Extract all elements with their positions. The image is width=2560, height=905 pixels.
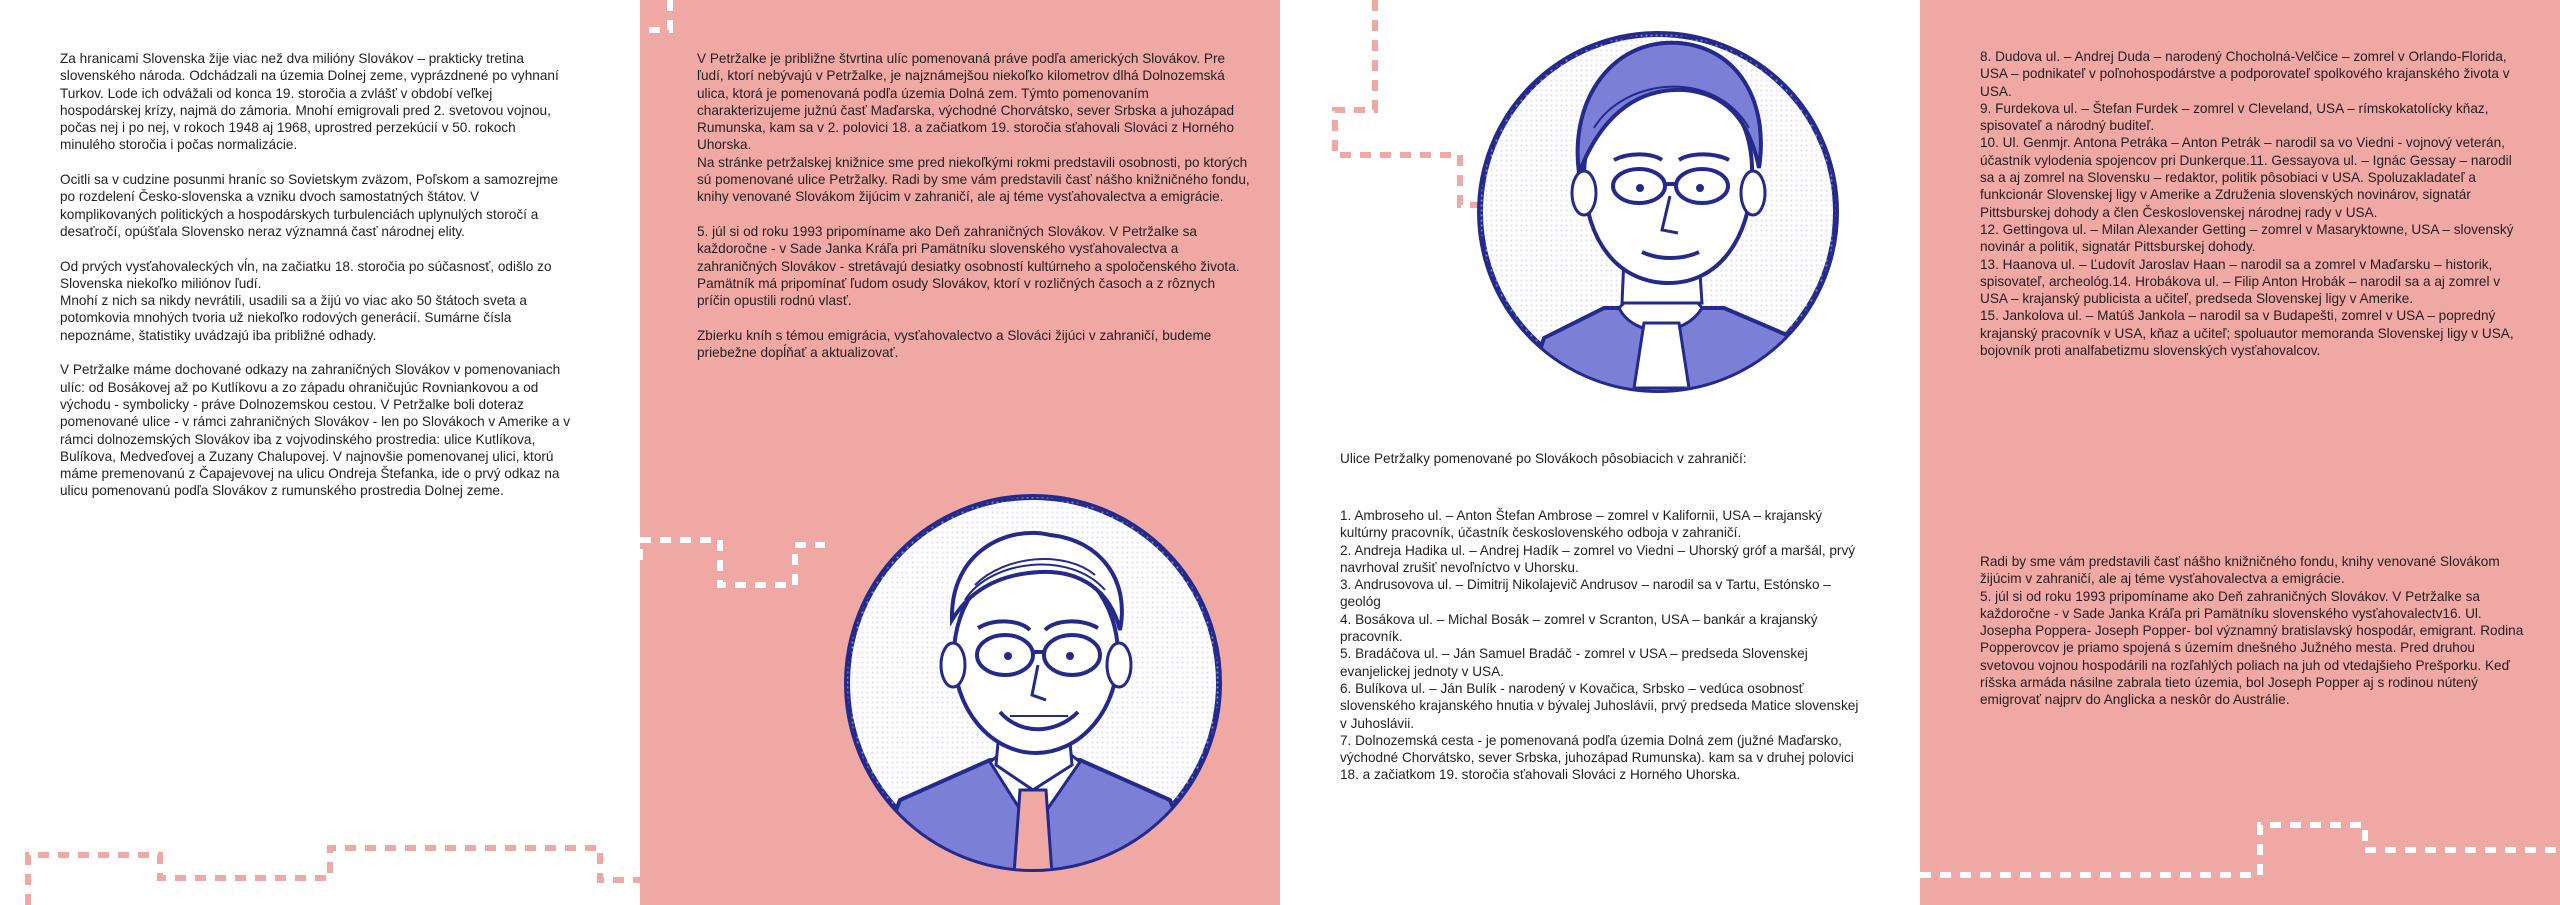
portrait-illustration-elderly-man	[840, 490, 1226, 902]
panel-streets-continued	[1920, 0, 2560, 905]
portrait-illustration-man-with-cravat	[1474, 8, 1842, 430]
streets-heading: Ulice Petržalky pomenované po Slovákoch pôsobiacich v zahraničí:	[1340, 451, 1747, 466]
streets-list: 1. Ambroseho ul. – Anton Štefan Ambrose – zomrel v Kalifornii, USA – krajanský kultúrny pracovník, účastník československého odboja v zahraničí. 2. Andreja Hadika ul. – Andrej Hadík – zomrel vo Viedni – Uhorský gróf a maršál, prvý navrhoval zrušiť nevoľníctvo v Uhorsku. 3. Andrusovova ul. – Dimitrij Nikolajevič Andrusov – narodil sa v Tartu, Estónsko – geológ 4. Bosákova ul. – Michal Bosák – zomrel v Scranton, USA – bankár a krajanský pracovník. 5. Bradáčova ul. – Ján Samuel Bradáč - zomrel v USA – predseda Slovenskej evanjelickej jednoty v USA. 6. Bulíkova ul. – Ján Bulík - narodený v Kovačica, Srbsko – vedúca osobnosť slovenského krajanského hnutia v bývalej Juhoslávii, prvý predseda Matice slovenskej v Juhoslávii. 7. Dolnozemská cesta - je pomenovaná podľa územia Dolná zem (južné Maďarsko, východné Chorvátsko, sever Srbska, juhozápad Rumunska). kam sa v druhej polovici 18. a začiatkom 19. storočia sťahovali Slováci z Horného Uhorska.	[1340, 508, 1859, 783]
streets-list-continued: 8. Dudova ul. – Andrej Duda – narodený Chocholná-Velčice – zomrel v Orlando-Florida, USA – podnikateľ v poľnohospodárstve a podporovateľ spolkového krajanského života v USA. 9. Furdekova ul. – Štefan Furdek – zomrel v Cleveland, USA – rímskokatolícky kňaz, spisovateľ a národný buditeľ. 10. Ul. Genmjr. Antona Petráka – Anton Petrák – narodil sa vo Viedni - vojnový veterán, účastník vylodenia spojencov pri Dunkerque.11. Gessayova ul. – Ignác Gessay – narodil sa a aj zomrel na Slovensku – redaktor, politik pôsobiaci v USA. Spoluzakladateľ a funkcionár Slovenskej ligy v Amerike a Združenia slovenských novinárov, signatár Pittsburskej dohody a člen Československej národnej rady v USA. 12. Gettingova ul. – Milan Alexander Getting – zomrel v Masaryktowne, USA – slovenský novinár a politik, signatár Pittsburskej dohody. 13. Haanova ul. – Ľudovít Jaroslav Haan – narodil sa a zomrel v Maďarsku – historik, spisovateľ, archeológ.14. Hrobákova ul. – Filip Anton Hrobák – narodil sa a aj zomrel v USA – krajanský publicista a učiteľ, predseda Slovenskej ligy v Amerike. 15. Jankolova ul. – Matúš Jankola – narodil sa v Budapešti, zomrel v USA – popredný krajanský pracovník v USA, kňaz a učiteľ; spoluautor memoranda Slovenskej ligy v USA, bojovník proti analfabetizmu slovenských vysťahovalcov.	[1980, 49, 2514, 359]
panel-intro	[0, 0, 640, 905]
closing-text: Radi by sme vám predstavili časť nášho knižničného fondu, knihy venované Slovákom žijúcim v zahraničí, ale aj téme vysťahovalectva a emigrácie. 5. júl si od roku 1993 pripomíname ako Deň zahraničných Slovákov. V Petržalke sa každoročne - v Sade Janka Kráľa pri Pamätníku slovenského vysťahovalectv16. Ul. Josepha Poppera- Joseph Popper- bol významný bratislavský hospodár, emigrant. Rodina Popperovcov je priamo spojená s územím dnešného Južného mesta. Pred druhou svetovou vojnou hospodárili na rozľahlých poliach na juh od vtedajšieho Prešporku. Keď ríšska armáda násilne zabrala tieto územia, bol Joseph Popper aj s rodinou nútený emigrovať najprv do Anglicka a neskôr do Austrálie.	[1980, 554, 2524, 708]
intro-text: Za hranicami Slovenska žije viac než dva milióny Slovákov – prakticky tretina slovenského národa. Odchádzali na územia Dolnej zeme, vyprázdnené po vyhnaní Turkov. Lode ich odvážali od konca 19. storočia a zvlášť v období veľkej hospodárskej krízy, najmä do zámoria. Mnohí emigrovali pred 2. svetovou vojnou, počas nej i po nej, v rokoch 1948 aj 1968, uprostred perzekúcií v 50. rokoch minulého storočia i počas normalizácie. Ocitli sa v cudzine posunmi hraníc so Sovietskym zväzom, Poľskom a samozrejme po rozdelení Česko-slovenska a vzniku dvoch samostatných štátov. V komplikovaných politických a hospodárskych turbulenciách uplynulých storočí a desaťročí, opúšťala Slovensko neraz významná časť národnej elity. Od prvých vysťahovaleckých vĺn, na začiatku 18. storočia po súčasnosť, odišlo zo Slovenska niekoľko miliónov ľudí. Mnohí z nich sa nikdy nevrátili, usadili sa a žijú vo viac ako 50 štátoch sveta a potomkovia mnohých tvoria už niekoľko rodových generácií. Sumárne čísla nepoznáme, štatistiky uvádzajú iba približné odhady. V Petržalke máme dochované odkazy na zahraničných Slovákov v pomenovaniach ulíc: od Bosákovej až po Kutlíkovu a zo západu ohraničujúc Rovniankovou a od východu - symbolicky - práve Dolnozemskou cestou. V Petržalke boli doteraz pomenované ulice - v rámci zahraničných Slovákov - len po Slovákoch v Amerike a v rámci dolnozemských Slovákov iba z vojvodinského prostredia: ulice Kutlíkova, Bulíkova, Medveďovej a Zuzany Chalupovej. V najnovšie pomenovanej ulici, ktorú máme premenovanú z Čapajevovej na ulicu Ondreja Štefanka, ide o prvý odkaz na ulicu pomenovanú podľa Slovákov z rumunského prostredia Dolnej zeme.	[60, 51, 571, 499]
petrzalka-text: V Petržalke je približne štvrtina ulíc pomenovaná práve podľa amerických Slovákov. Pre ľudí, ktorí nebývajú v Petržalke, je najznámejšou niekoľko kilometrov dlhá Dolnozemská ulica, ktorá je pomenovaná podľa územia Dolná zem. Týmto pomenovaním charakterizujeme južnú časť Maďarska, východné Chorvátsko, sever Srbska a juhozápad Rumunska, kam sa v 2. polovici 18. a začiatkom 19. storočia sťahovali Slováci z Horného Uhorska. Na stránke petržalskej knižnice sme pred niekoľkými rokmi predstavili osobnosti, po ktorých sú pomenované ulice Petržalky. Radi by sme vám predstavili časť nášho knižničného fondu, knihy venované Slovákom žijúcim v zahraničí, ale aj téme vysťahovalectva a emigrácie. 5. júl si od roku 1993 pripomíname ako Deň zahraničných Slovákov. V Petržalke sa každoročne - v Sade Janka Kráľa pri Pamätníku slovenského vysťahovalectva a zahraničných Slovákov - stretávajú desiatky osobností kultúrneho a spoločenského života. Pamätník má pripomínať ľudom osudy Slovákov, ktorí v rozličných časoch a z rôznych príčin opustili rodnú vlasť. Zbierku kníh s témou emigrácia, vysťahovalectvo a Slováci žijúci v zahraničí, budeme priebežne dopĺňať a aktualizovať.	[697, 51, 1250, 361]
